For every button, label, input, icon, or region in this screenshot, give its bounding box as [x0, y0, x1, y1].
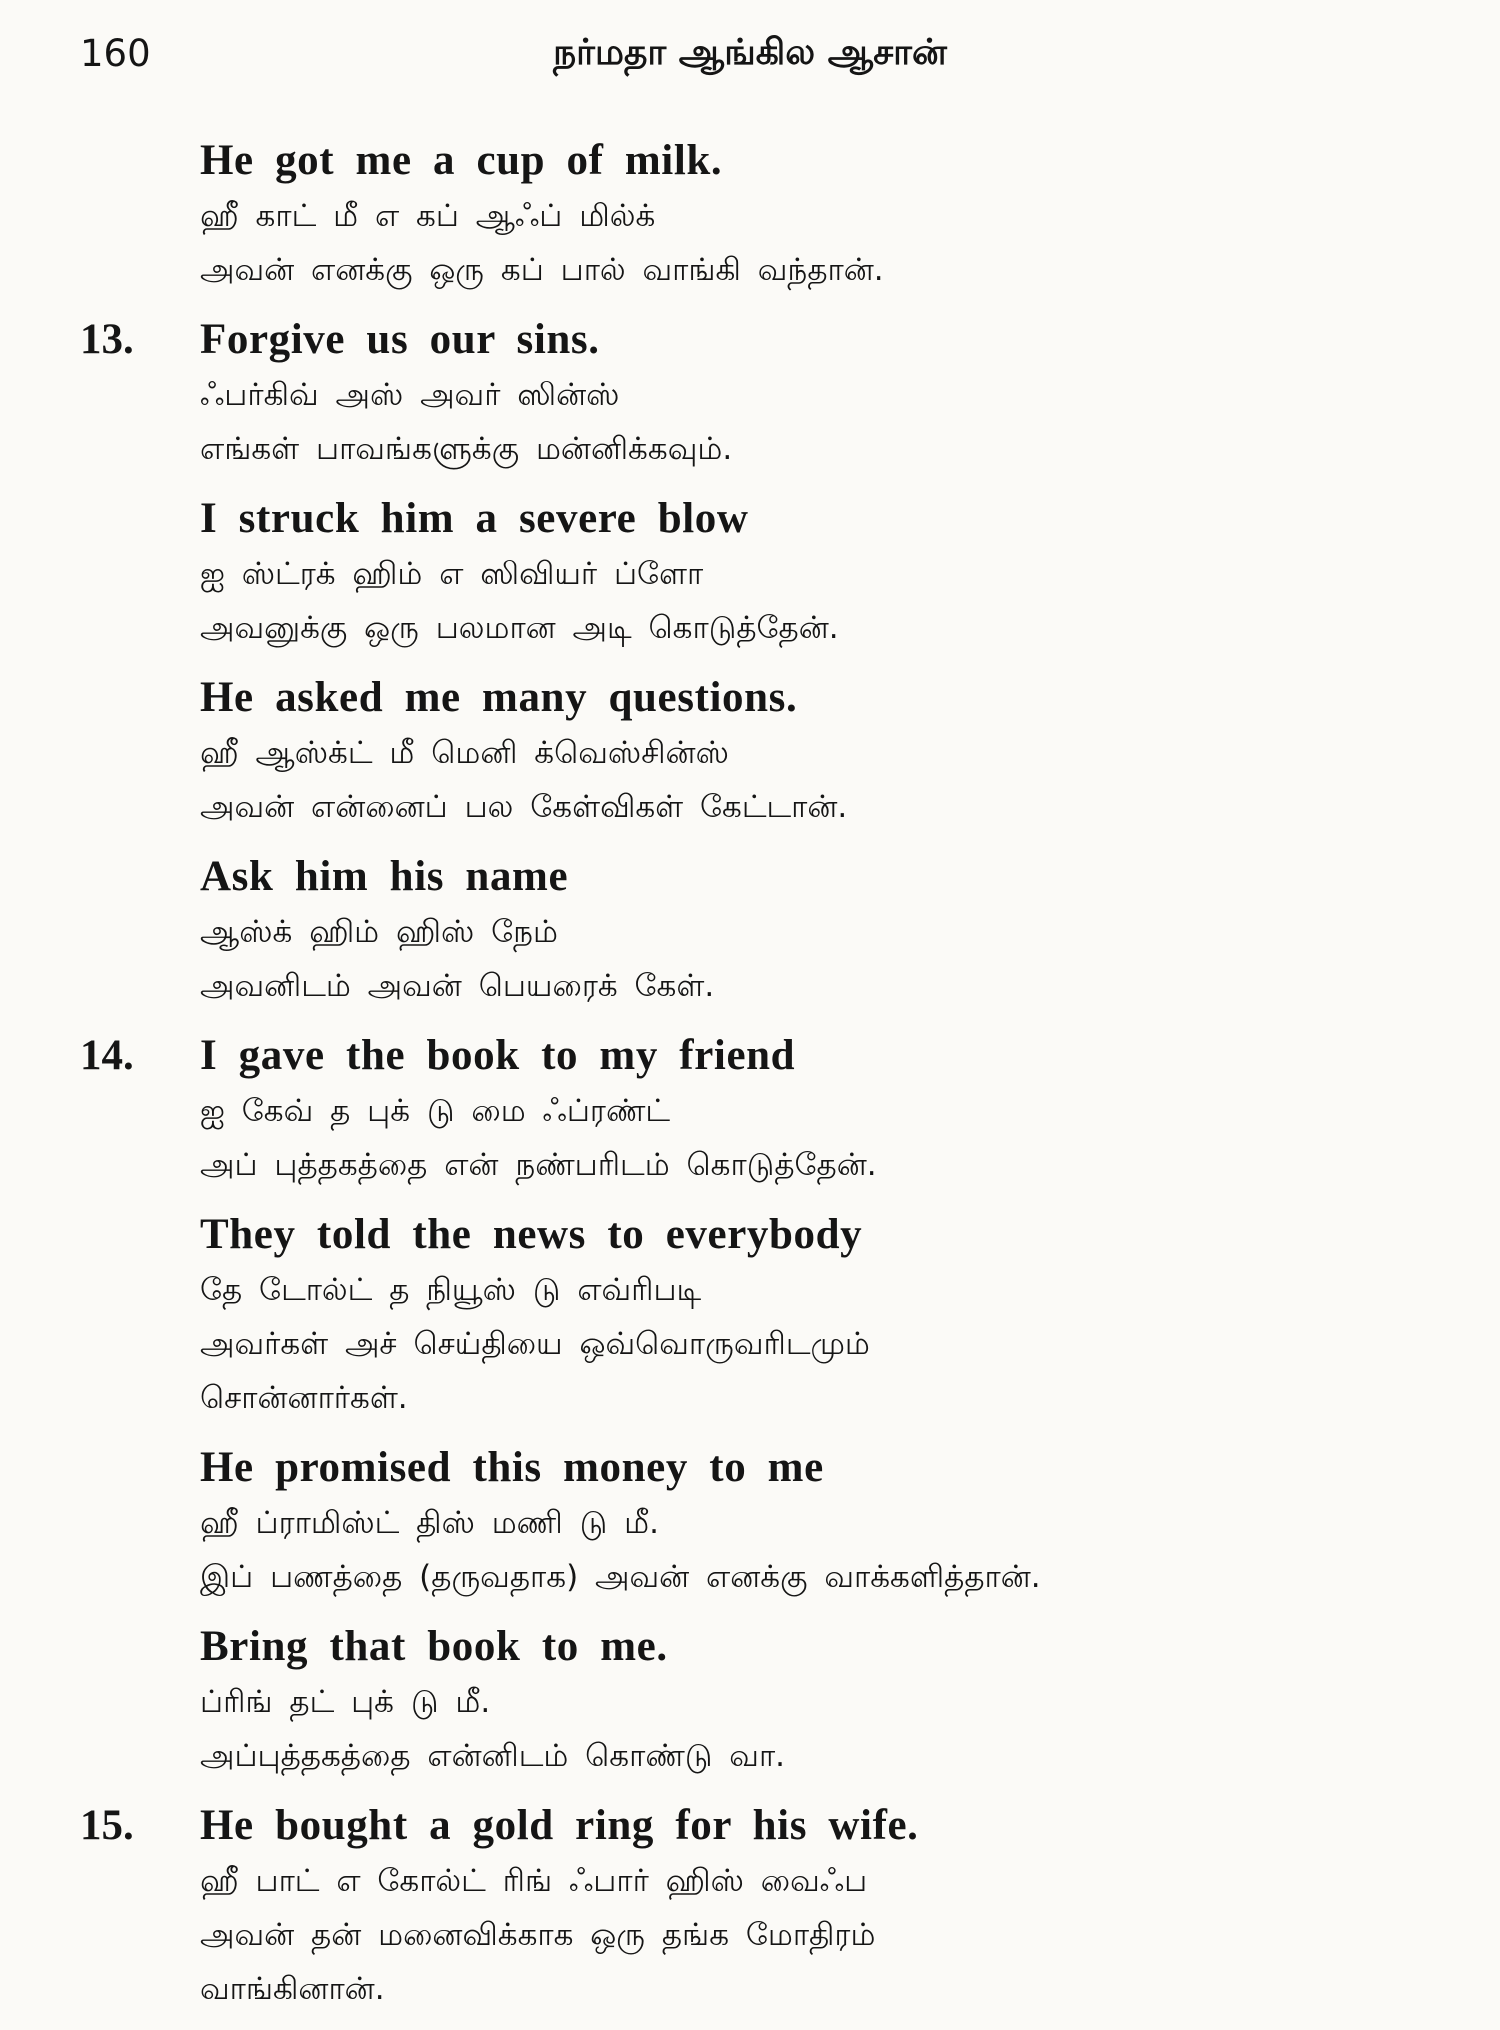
phrase-entry: [80, 1027, 1480, 1192]
transliteration-line: ஹீ பாட் எ கோல்ட் ரிங் ஃபார் ஹிஸ் வைஃப: [200, 1863, 868, 1899]
tamil-translation-line: அவர்கள் அச் செய்தியை ஒவ்வொருவரிடமும்: [200, 1326, 870, 1362]
transliteration-line: ஃபர்கிவ் அஸ் அவர் ஸின்ஸ்: [200, 377, 620, 413]
page-number: 160: [80, 32, 151, 75]
tamil-translation-line: எங்கள் பாவங்களுக்கு மன்னிக்கவும்.: [200, 431, 733, 467]
tamil-translation-line: இப் பணத்தை (தருவதாக) அவன் எனக்கு வாக்களித்தான்.: [200, 1559, 1041, 1595]
phrase-entry: [80, 1797, 1480, 2016]
tamil-translation-line: அவனிடம் அவன் பெயரைக் கேள்.: [200, 968, 715, 1004]
transliteration-line: தே டோல்ட் த நியூஸ் டு எவ்ரிபடி: [200, 1272, 702, 1308]
tamil-translation-line: அப்புத்தகத்தை என்னிடம் கொண்டு வா.: [200, 1738, 786, 1774]
phrase-entry: [80, 132, 1480, 297]
transliteration-line: ஐ ஸ்ட்ரக் ஹிம் எ ஸிவியர் ப்ளோ: [200, 556, 704, 592]
english-sentence: I gave the book to my friend: [200, 1032, 796, 1079]
english-sentence: They told the news to everybody: [200, 1211, 863, 1258]
transliteration-line: ப்ரிங் தட் புக் டு மீ.: [200, 1684, 491, 1720]
transliteration-line: ஆஸ்க் ஹிம் ஹிஸ் நேம்: [200, 914, 558, 950]
entry-number: 13.: [80, 316, 134, 363]
phrase-entry: [80, 1206, 1480, 1425]
tamil-translation-line: வாங்கினான்.: [200, 1971, 385, 2007]
english-sentence: He bought a gold ring for his wife.: [200, 1802, 919, 1849]
phrase-entry: [80, 311, 1480, 476]
entry-number: 14.: [80, 1032, 134, 1079]
tamil-translation-line: சொன்னார்கள்.: [200, 1380, 408, 1416]
phrase-list: [80, 132, 1480, 2030]
tamil-translation-line: அவனுக்கு ஒரு பலமான அடி கொடுத்தேன்.: [200, 610, 839, 646]
tamil-translation-line: அவன் தன் மனைவிக்காக ஒரு தங்க மோதிரம்: [200, 1917, 876, 1953]
english-sentence: He asked me many questions.: [200, 674, 798, 721]
english-sentence: I struck him a severe blow: [200, 495, 749, 542]
tamil-translation-line: அவன் என்னைப் பல கேள்விகள் கேட்டான்.: [200, 789, 848, 825]
page-header: [80, 32, 1420, 92]
transliteration-line: ஹீ ப்ராமிஸ்ட் திஸ் மணி டு மீ.: [200, 1505, 660, 1541]
english-sentence: Forgive us our sins.: [200, 316, 600, 363]
entry-number: 15.: [80, 1802, 134, 1849]
transliteration-line: ஹீ ஆஸ்க்ட் மீ மெனி க்வெஸ்சின்ஸ்: [200, 735, 729, 771]
transliteration-line: ஐ கேவ் த புக் டு மை ஃப்ரண்ட்: [200, 1093, 671, 1129]
english-sentence: He got me a cup of milk.: [200, 137, 723, 184]
phrase-entry: [80, 669, 1480, 834]
english-sentence: He promised this money to me: [200, 1444, 824, 1491]
phrase-entry: [80, 848, 1480, 1013]
tamil-translation-line: அப் புத்தகத்தை என் நண்பரிடம் கொடுத்தேன்.: [200, 1147, 877, 1183]
english-sentence: Bring that book to me.: [200, 1623, 668, 1670]
english-sentence: Ask him his name: [200, 853, 569, 900]
phrase-entry: [80, 490, 1480, 655]
running-title: நர்மதா ஆங்கில ஆசான்: [553, 32, 947, 73]
tamil-translation-line: அவன் எனக்கு ஒரு கப் பால் வாங்கி வந்தான்.: [200, 252, 884, 288]
phrase-entry: [80, 1618, 1480, 1783]
transliteration-line: ஹீ காட் மீ எ கப் ஆஃப் மில்க்: [200, 198, 656, 234]
phrase-entry: [80, 1439, 1480, 1604]
